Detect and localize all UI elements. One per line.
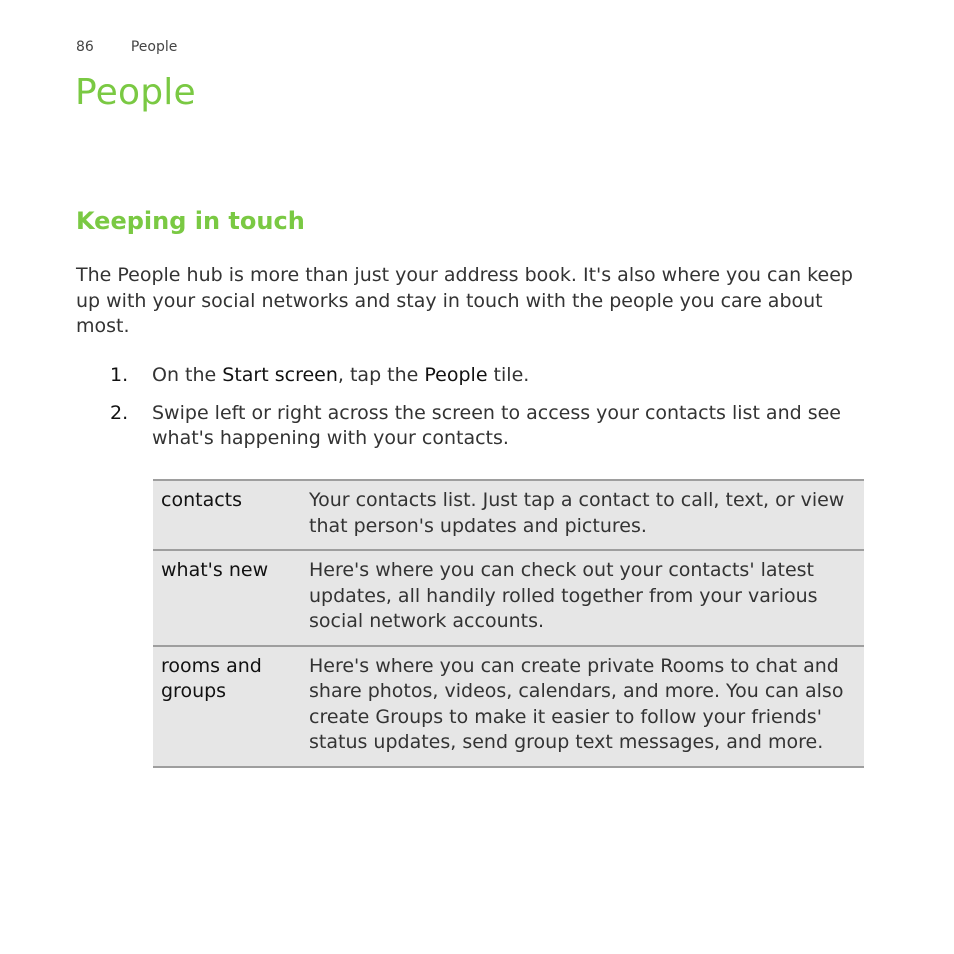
step-item bbox=[110, 363, 870, 389]
step-text-part: , tap the bbox=[337, 364, 425, 386]
hub-panels-table bbox=[153, 479, 864, 768]
step-text-part: On the bbox=[152, 364, 223, 386]
page-number: 86 bbox=[76, 39, 94, 55]
table-description: Your contacts list. Just tap a contact to call, text, or view that person's updates and pictures. bbox=[309, 489, 845, 537]
table-term: what's new bbox=[161, 559, 269, 581]
table-row bbox=[153, 480, 864, 550]
step-text-part: tile. bbox=[487, 364, 530, 386]
start-screen-term: Start screen bbox=[222, 364, 338, 386]
people-tile-term: People bbox=[424, 364, 488, 386]
running-chapter-title: People bbox=[130, 39, 178, 55]
table-description: Here's where you can check out your contacts' latest updates, all handily rolled together from your various social network accounts. bbox=[309, 559, 818, 632]
page-header bbox=[76, 39, 177, 55]
step-text bbox=[152, 363, 870, 389]
step-number: 2. bbox=[110, 401, 129, 424]
intro-paragraph: The People hub is more than just your address book. It's also where you can keep up with your social networks and stay in touch with the people you care about most. bbox=[76, 264, 853, 337]
table-term: rooms and groups bbox=[161, 654, 262, 702]
table-term: contacts bbox=[161, 489, 243, 511]
table-description: Here's where you can create private Rooms to chat and share photos, videos, calendars, and more. You can also create Groups to make it easier to follow your friends' status updates, send group text messages, and more. bbox=[309, 654, 844, 753]
step-item bbox=[110, 401, 870, 452]
step-text: Swipe left or right across the screen to access your contacts list and see what's happening with your contacts. bbox=[152, 401, 841, 449]
steps-list bbox=[110, 363, 870, 464]
page-title: People bbox=[75, 72, 196, 113]
step-number: 1. bbox=[110, 364, 129, 386]
table-row bbox=[153, 646, 864, 767]
section-title: Keeping in touch bbox=[76, 207, 305, 235]
table-row bbox=[153, 550, 864, 646]
